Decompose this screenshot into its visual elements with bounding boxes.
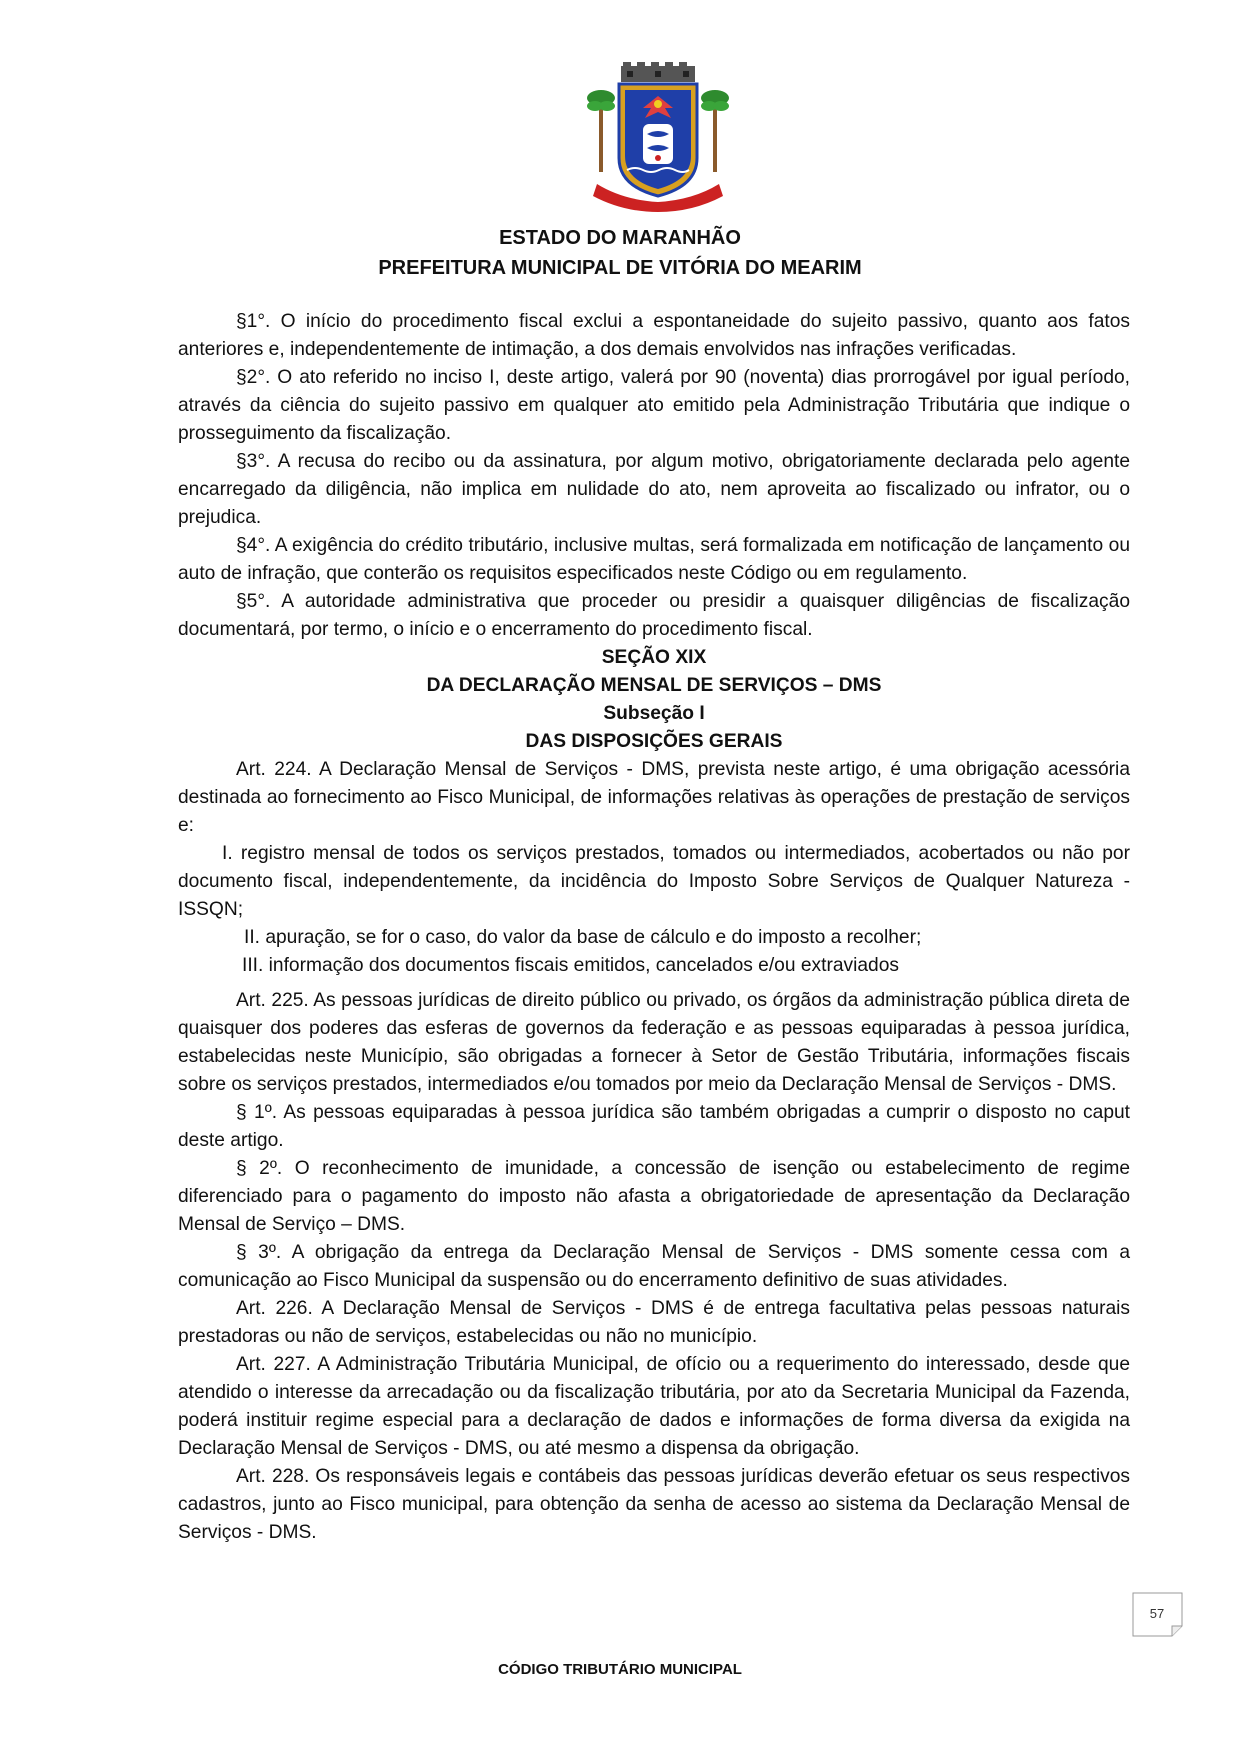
article-224: Art. 224. A Declaração Mensal de Serviços - DMS, prevista neste artigo, é uma obrigação acessória destinada ao fornecimento ao Fisco Municipal, de informações relativas às operações de prestação de serviços e: [178,759,1130,836]
paragraph-5: §5°. A autoridade administrativa que proceder ou presidir a quaisquer diligências de fiscalização documentará, por termo, o início e o encerramento do procedimento fiscal. [178,591,1130,640]
subsection-heading: Subseção I [603,703,705,724]
section-heading: SEÇÃO XIX [601,647,707,668]
page-number-tag [1132,1592,1190,1638]
article-224-item-2: II. apuração, se for o caso, do valor da base de cálculo e do imposto a recolher; [244,927,922,948]
article-226: Art. 226. A Declaração Mensal de Serviços - DMS é de entrega facultativa pelas pessoas naturais prestadoras ou não de serviços, estabelecidas ou não no município. [178,1298,1130,1347]
paragraph-3: §3°. A recusa do recibo ou da assinatura, por algum motivo, obrigatoriamente declarada pelo agente encarregado da diligência, não implica em nulidade do ato, nem aproveita ao fiscalizado ou infrator, ou o prejudica. [178,451,1130,528]
article-225-paragraph-2: § 2º. O reconhecimento de imunidade, a concessão de isenção ou estabelecimento de regime diferenciado para o pagamento do imposto não afasta a obrigatoriedade de apresentação da Declaração Mensal de Serviço – DMS. [178,1158,1130,1235]
header-prefecture: PREFEITURA MUNICIPAL DE VITÓRIA DO MEARIM [378,257,862,279]
right-palm-icon [701,90,729,172]
article-224-item-1: I. registro mensal de todos os serviços prestados, tomados ou intermediados, acobertados ou não por documento fiscal, independentemente, da incidência do Imposto Sobre Serviços de Qualquer Natureza - ISSQN; [178,843,1130,920]
document-body [178,308,1130,1547]
article-227: Art. 227. A Administração Tributária Municipal, de ofício ou a requerimento do interessado, desde que atendido o interesse da arrecadação ou da fiscalização tributária, por ato da Secretaria Municipal da Fazenda, poderá instituir regime especial para a declaração de dados e informações de forma diversa da exigida na Declaração Mensal de Serviços - DMS, ou até mesmo a dispensa da obrigação. [178,1354,1130,1459]
subsection-title: DAS DISPOSIÇÕES GERAIS [525,731,783,752]
paragraph-2: §2°. O ato referido no inciso I, deste artigo, valerá por 90 (noventa) dias prorrogável por igual período, através da ciência do sujeito passivo em qualquer ato emitido pela Administração Tributária que indique o prosseguimento da fiscalização. [178,367,1130,444]
article-225-paragraph-3: § 3º. A obrigação da entrega da Declaração Mensal de Serviços - DMS somente cessa com a comunicação ao Fisco Municipal da suspensão ou do encerramento definitivo de suas atividades. [178,1242,1130,1291]
article-225-paragraph-1: § 1º. As pessoas equiparadas à pessoa jurídica são também obrigadas a cumprir o disposto no caput deste artigo. [178,1102,1130,1151]
paragraph-4: §4°. A exigência do crédito tributário, inclusive multas, será formalizada em notificação de lançamento ou auto de infração, que conterão os requisitos especificados neste Código ou em regulamento. [178,535,1130,584]
footer-title: CÓDIGO TRIBUTÁRIO MUNICIPAL [498,1661,742,1678]
municipal-coat-of-arms-icon [583,62,733,212]
left-palm-icon [587,90,615,172]
header-state: ESTADO DO MARANHÃO [499,227,741,249]
mural-crown-icon [621,62,695,82]
section-title: DA DECLARAÇÃO MENSAL DE SERVIÇOS – DMS [426,675,882,696]
article-224-item-3: III. informação dos documentos fiscais emitidos, cancelados e/ou extraviados [242,955,899,976]
article-225: Art. 225. As pessoas jurídicas de direito público ou privado, os órgãos da administração pública direta de quaisquer dos poderes das esferas de governos da federação e as pessoas equiparadas à pessoa jurídica, estabelecidas neste Município, são obrigadas a fornecer à Setor de Gestão Tributária, informações fiscais sobre os serviços prestados, intermediados e/ou tomados por meio da Declaração Mensal de Serviços - DMS. [178,990,1130,1095]
article-228: Art. 228. Os responsáveis legais e contábeis das pessoas jurídicas deverão efetuar os seus respectivos cadastros, junto ao Fisco municipal, para obtenção da senha de acesso ao sistema da Declaração Mensal de Serviços - DMS. [178,1466,1130,1543]
paragraph-1: §1°. O início do procedimento fiscal exclui a espontaneidade do sujeito passivo, quanto aos fatos anteriores e, independentemente de intimação, a dos demais envolvidos nas infrações verificadas. [178,311,1130,360]
page-number: 57 [1149,1606,1165,1621]
